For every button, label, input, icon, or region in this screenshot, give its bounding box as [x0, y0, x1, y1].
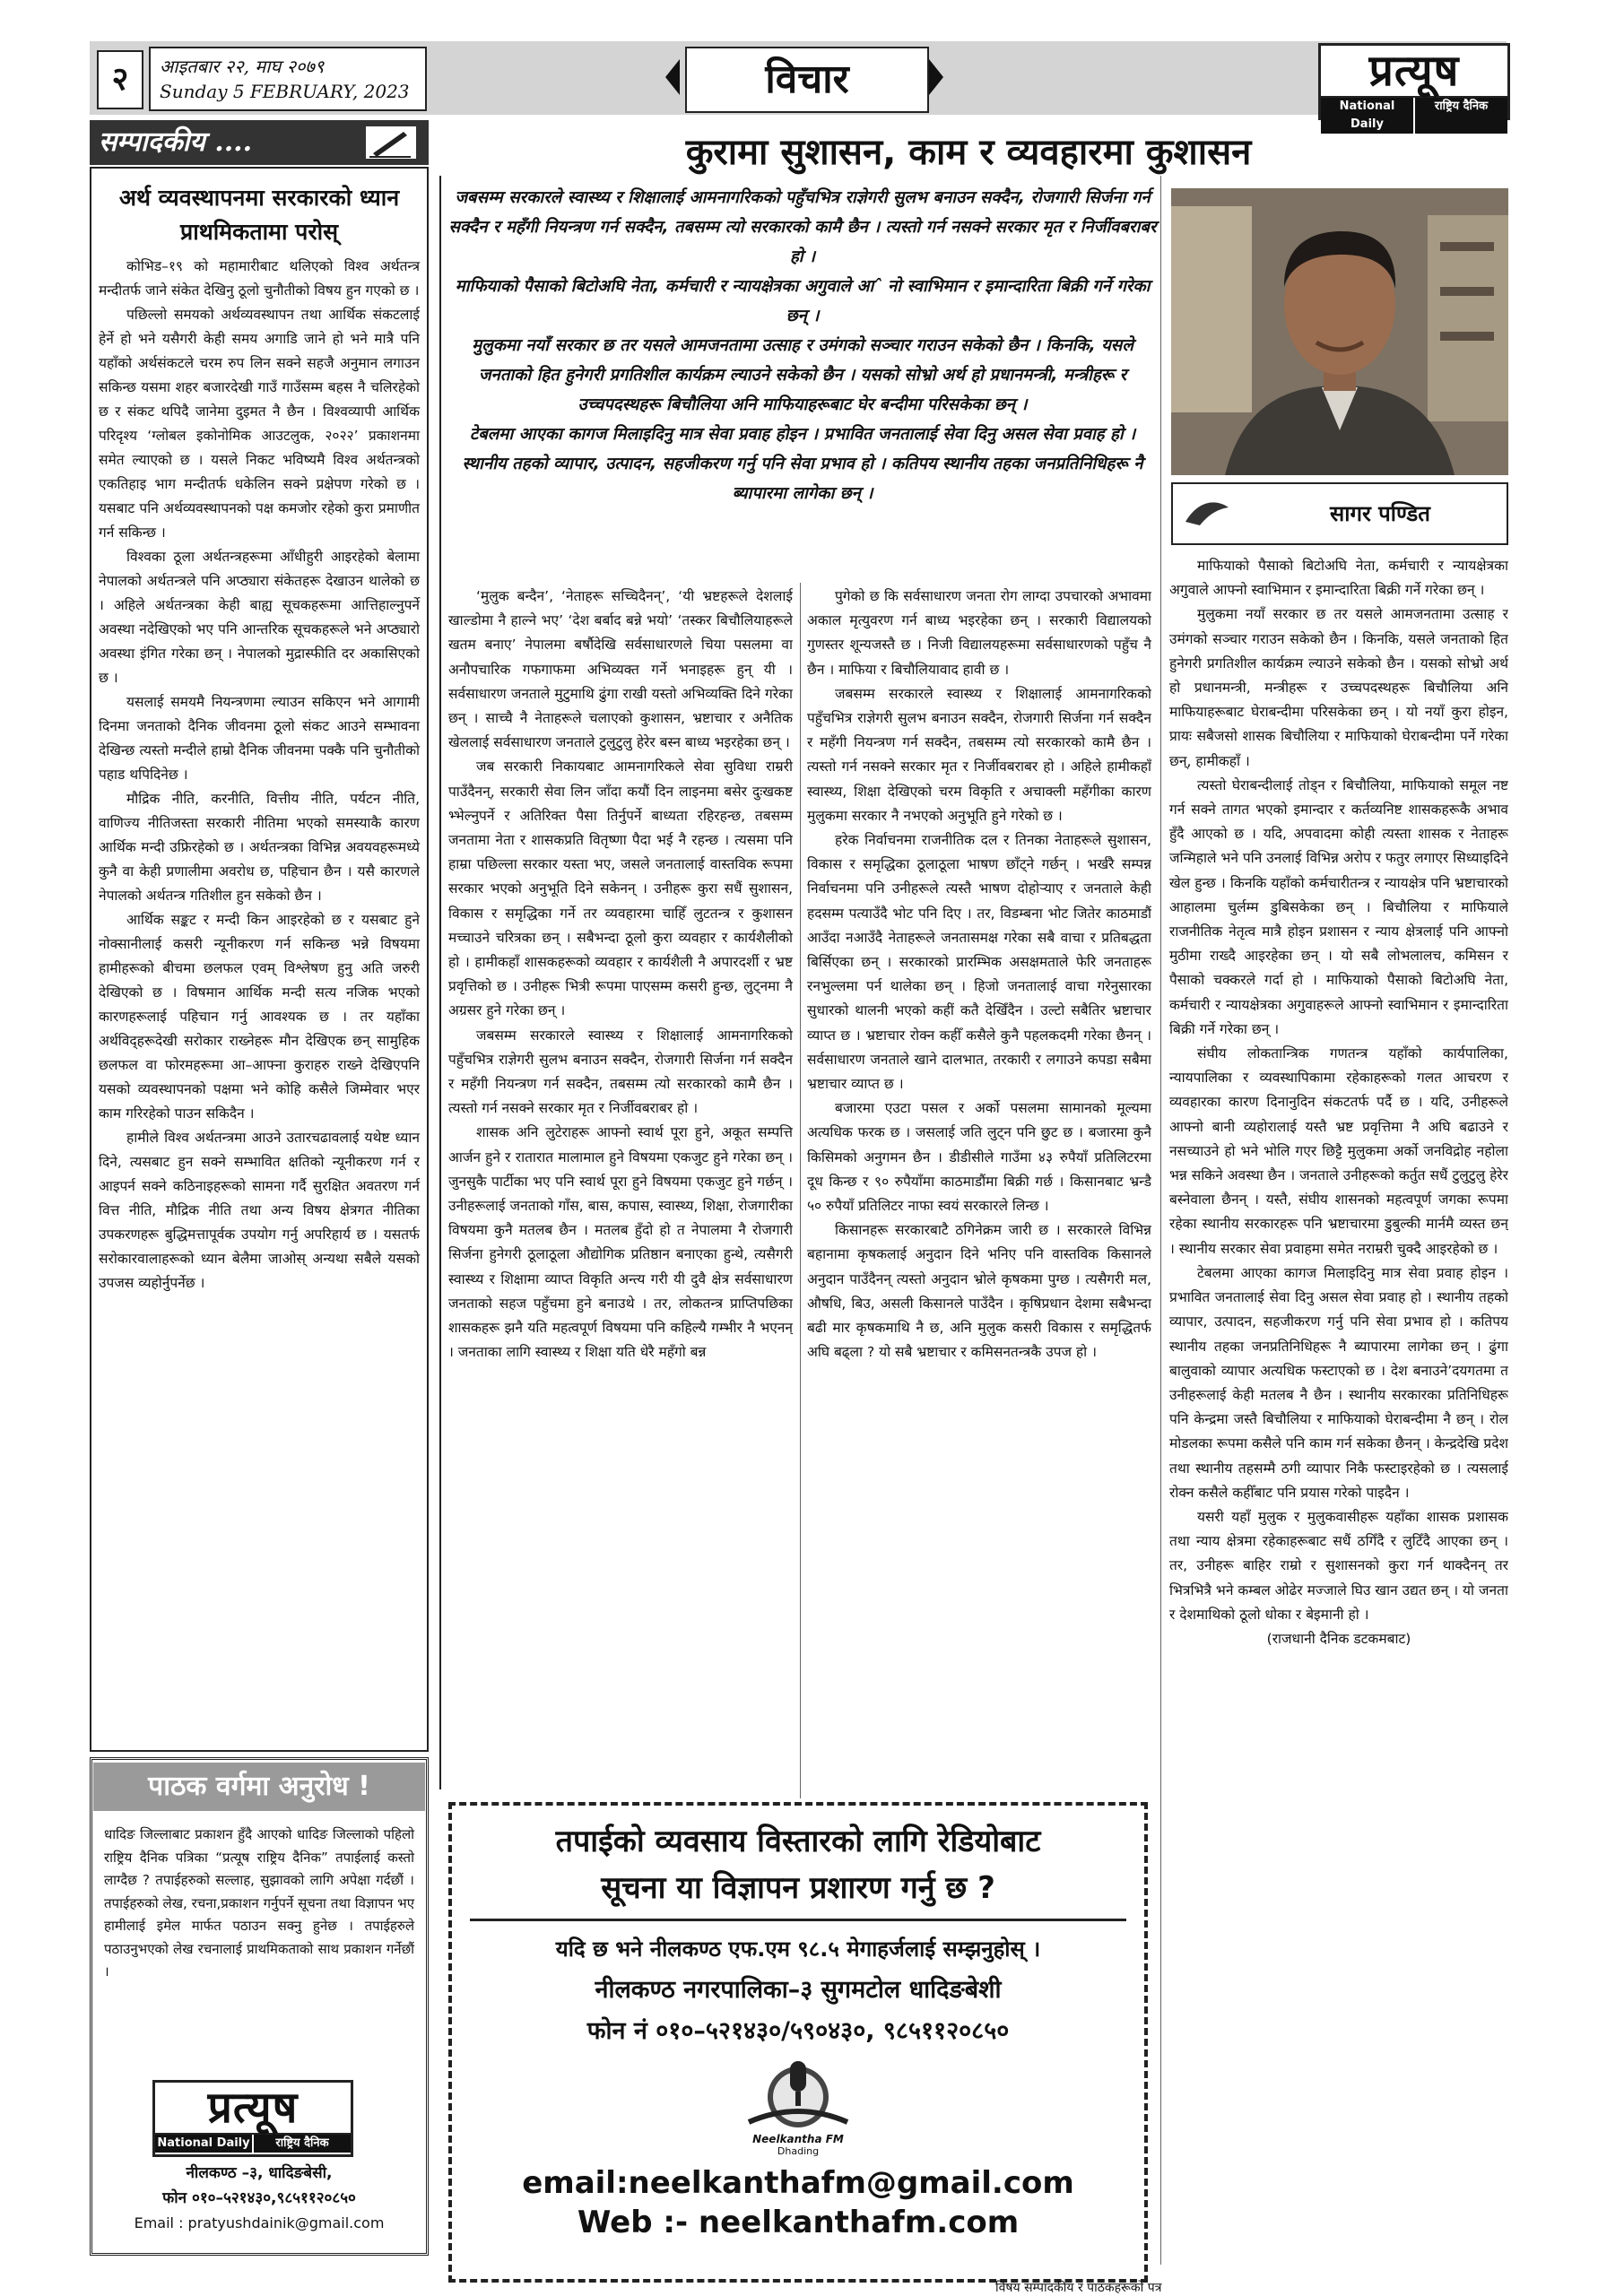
ad-line-2: सूचना या विज्ञापन प्रशारण गर्नु छ ? — [601, 1870, 995, 1906]
article-paragraph: संघीय लोकतान्त्रिक गणतन्त्र यहाँको कार्यपालिका, न्यायपालिका र व्यवस्थापिकामा रहेकाहरूको गलत आचरण र व्यवहारका कारण दिनानुदिन संकटतर्फ पर्दै छ । यदि, उनीहरूले आफ्नो बानी व्यहोरालाई यस्तै भ्रष्ट प्रवृत्तिमा नै अघि बढाउने र नसच्याउने हो भने भोलि गएर छिट्टै मुलुकमा अर्को जनविद्रोह नहोला भन्न सकिने अवस्था छैन । जनताले उनीहरूको कर्तुत सधैं टुलुटुलु हेरेर बस्नेवाला छैनन् । यस्तै, संघीय शासनको महत्वपूर्ण जगका रूपमा रहेका स्थानीय सरकारहरू पनि भ्रष्टाचारमा डुबुल्की मार्नमै व्यस्त छन् । स्थानीय सरकार सेवा प्रवाहमा समेत नराम्ररी चुक्दै आइरहेको छ । — [1169, 1045, 1508, 1257]
column-divider — [800, 583, 801, 1798]
deck-paragraph: टेबलमा आएका कागज मिलाइदिनु मात्र सेवा प्रवाह होइन । प्रभावित जनतालाई सेवा दिनु असल सेवा प्रवाह हो । स्थानीय तहको व्यापार, उत्पादन, सहजीकरण गर्नु पनि सेवा प्रभाव हो । कतिपय स्थानीय तहका जनप्रतिनिधिहरू नै ब्यापारमा लागेका छन् । — [462, 425, 1143, 503]
radio-advertisement — [448, 1802, 1148, 2283]
article-paragraph: हरेक निर्वाचनमा राजनीतिक दल र तिनका नेताहरूले सुशासन, विकास र समृद्धिका ठूलाठूला भाषण छाँट्ने गर्छन् । भर्खरै सम्पन्न निर्वाचनमा पनि उनीहरूले त्यस्तै भाषण दोहोऱ्याए र जनताले केही हदसम्म पत्याउँदै भोट पनि दिए । तर, विडम्बना भोट जितेर काठमाडौं आउँदा नआउँदै नेताहरूले जनतासमक्ष गरेका सबै वाचा र प्रतिबद्धता बिर्सिएका छन् । सरकारको प्रारम्भिक असक्षमताले फेरि जनताहरू रनभुल्लमा पर्न थालेका छन् । हिजो जनतालाई वाचा गरेनुसारका सुधारको थालनी भएको कहीं कतै देखिँदैन । उल्टो सबैतिर भ्रष्टाचार व्याप्त छ । भ्रष्टाचार रोक्न कहीँ कसैले कुनै पहलकदमी गरेका छैनन् । सर्वसाधारण जनताले खाने दालभात, तरकारी र लगाउने कपडा सबैमा भ्रष्टाचार व्याप्त छ । — [807, 832, 1151, 1093]
article-paragraph: जब सरकारी निकायबाट आमनागरिकले सेवा सुविधा राम्ररी पाउँदैनन्, सरकारी सेवा लिन जाँदा कयौं दिन लाइनमा बसेर दुःखकष्ट भ्भेल्नुपर्ने र अतिरिक्त पैसा तिर्नुपर्ने बाध्यता रहिरहन्छ, तबसम्म जनतामा नेता र शासकप्रति वितृष्णा पैदा भई नै रहन्छ । त्यसमा पनि हाम्रा पछिल्ला सरकार यस्ता भए, जसले जनतालाई वास्तविक रूपमा सरकार भएको अनुभूति दिने सकेनन् । उनीहरू कुरा सधैं सुशासन, विकास र समृद्धिका गर्ने तर व्यवहारमा चाहिँ लुटतन्त्र र कुशासन मच्चाउने चरित्रका छन् । सबैभन्दा ठूलो कुरा व्यवहार र कार्यशैलीको हो । हामीकहाँ शासकहरूको व्यवहार र कार्यशैली नै अपारदर्शी र भ्रष्ट प्रवृत्तिको छ । उनीहरू भित्री रूपमा पाएसम्म कसरी हुन्छ, लुट्नमा नै अग्रसर हुने गरेका छन् । — [448, 758, 793, 1019]
radio-logo-caption: Neelkantha FM — [752, 2133, 844, 2145]
logo-text: प्रत्यूष — [207, 2083, 299, 2133]
logo-tag-nepali: राष्ट्रिय दैनिक — [252, 2135, 351, 2153]
ad-divider — [470, 1919, 1126, 1921]
right-arrow-icon — [929, 59, 943, 95]
microphone-icon — [731, 2056, 865, 2129]
article-paragraph: ‘मुलुक बन्दैन’, ‘नेताहरू सच्चिदैनन्’, ‘यी भ्रष्टहरूले देशलाई खाल्डोमा नै हाल्ने भए’ ‘देश बर्बाद बन्ने भयो’ ‘तस्कर बिचौलियाहरूले खतम बनाए’ नेपालमा बर्षौदेखि सर्वसाधारणले चिया पसलमा वा अनौपचारिक गफगाफमा अभिव्यक्त गर्ने भनाइहरू हुन् यी । सर्वसाधारण जनताले मुटुमाथि ढुंगा राखी यस्तो अभिव्यक्ति दिने गरेका छन् । साच्चै नै नेताहरूले चलाएको कुशासन, भ्रष्टाचार र अनैतिक खेललाई सर्वसाधारण जनताले टुलुटुलु हेरेर बस्न बाध्य भइरहेका छन् । — [448, 588, 793, 751]
editorial-paragraph: कोभिड–१९ को महामारीबाट थलिएको विश्व अर्थतन्त्र मन्दीतर्फ जाने संकेत देखिनु ठूलो चुनौतीको विषय हुन गएको छ । — [99, 258, 420, 299]
editorial-paragraph: आर्थिक सङ्कट र मन्दी किन आइरहेको छ र यसबाट हुने नोक्सानीलाई कसरी न्यूनीकरण गर्न सकिन्छ भन्ने विषयमा हामीहरूको बीचमा छलफल एवम् विश्लेषण हुनु अति जरुरी देखिएको छ । विषमान आर्थिक मन्दी सत्य नजिक भएको कारणहरूलाई पहिचान गर्नु आवश्यक छ । तर यहाँका अर्थविद्हरूदेखी सरोकार राख्नेहरू मौन देखिएक छन् सामुहिक छलफल वा फोरमहरूमा आ–आफ्ना कुराहरु राख्ने देखिएपनि यसको व्यवस्थापनको पक्षमा भने कोहि कसैले जिम्मेवार भएर काम गरिरहेको पाउन सकिदैन । — [99, 912, 420, 1122]
article-paragraph: पुगेको छ कि सर्वसाधारण जनता रोग लाग्दा उपचारको अभावमा अकाल मृत्युवरण गर्न बाध्य भइरहेका छन् । सरकारी विद्यालयको गुणस्तर शून्यजस्तै छ । निजी विद्यालयहरूमा सर्वसाधारणको पहुँच नै छैन । माफिया र बिचौलियावाद हावी छ । — [807, 588, 1151, 678]
author-portrait-image — [1171, 188, 1508, 475]
reader-box-logo — [152, 2080, 353, 2157]
editorial-paragraph: पछिल्लो समयको अर्थव्यवस्थापन तथा आर्थिक संकटलाई हेर्ने हो भने यसैगरी केही समय अगाडि जाने हो भने मात्रै पनि यहाँको अर्थसंकटले चरम रुप लिन सक्ने सहजै अनुमान लगाउन सकिन्छ यसमा शहर बजारदेखी गाउँ गाउँसम्म बहस नै चलिरहेको छ र संकट थपिदै जानेमा दुइमत नै छैन । विश्वव्यापी आर्थिक परिदृश्य ‘ग्लोबल इकोनोमिक आउटलुक, २०२२’ प्रकाशनमा समेत ल्याएको छ । यसले निकट भविष्यमै विश्व अर्थतन्त्रको एकतिहाइ भाग मन्दीतर्फ धकेलिन सक्ने प्रक्षेपण गरेको छ । यसबाट पनि अर्थव्यवस्थापनको पक्ष कमजोर रहेको कुरा प्रमाणीत गर्न सकिन्छ । — [99, 307, 420, 541]
date-nepali: आइतबार २२, माघ २०७९ — [160, 56, 325, 77]
contact-email[interactable]: Email : pratyushdainik@gmail.com — [134, 2214, 385, 2231]
reader-request-text: धादिङ जिल्लाबाट प्रकाशन हुँदै आएको धादिङ जिल्लाको पहिलो राष्ट्रिय दैनिक पत्रिका “प्रत्यूष राष्ट्रिय दैनिक” तपाईलाई कस्तो लाग्दैछ ? तपाईहरुको सल्लाह, सुझावको लागि अपेक्षा गर्दछौं । तपाईहरुको लेख, रचना,प्रकाशन गर्नुपर्ने सूचना तथा विज्ञापन भए हामीलाई इमेल मार्फत पठाउन सक्नु हुनेछ । तपाईहरुले पठाउनुभएको लेख रचनालाई प्राथमिकताको साथ प्रकाशन गर्नेछौं । — [104, 1826, 414, 1980]
article-column-3 — [1169, 554, 1508, 2256]
contact-phone: फोन ०१०–५२१४३०,९८५११२०८५० — [162, 2189, 356, 2207]
article-paragraph: मुलुकमा नयाँ सरकार छ तर यसले आमजनतामा उत्साह र उमंगको सञ्चार गराउन सकेको छैन । किनकि, यसले जनताको हित हुनेगरी प्रगतिशील कार्यक्रम ल्याउने सकेको छैन । यसको सोभ्रो अर्थ हो प्रधानमन्त्री, मन्त्रीहरू र उच्चपदस्थहरू बिचौलिया अनि माफियाहरूबाट घेराबन्दीमा परिसकेका छन् । यो नयाँ कुरा होइन, प्रायः सबैजसो शासक बिचौलिया र माफियाको घेराबन्दीमा पर्ने गरेका छन्, हामीकहाँ । — [1169, 606, 1508, 769]
article-paragraph: यसरी यहाँ मुलुक र मुलुकवासीहरू यहाँका शासक प्रशासक तथा न्याय क्षेत्रमा रहेकाहरूबाट सधैं ठगिँदै र लुटिँदै आएका छन् । तर, उनीहरू बाहिर राम्रो र सुशासनको कुरा गर्न थाक्दैनन् तर भित्रभित्रै भने कम्बल ओढेर मज्जाले घिउ खान उद्यत छन् । यो जनता र देशमाथिको ठूलो धोका र बेइमानी हो । — [1169, 1508, 1508, 1623]
deck-paragraph: मुलुकमा नयाँ सरकार छ तर यसले आमजनतामा उत्साह र उमंगको सञ्चार गराउन सकेको छैन । किनकि, यसले जनताको हित हुनेगरी प्रगतिशील कार्यक्रम ल्याउने सकेको छैन । यसको सोभ्रो अर्थ हो प्रधानमन्त्री, मन्त्रीहरू र उच्चपदस्थहरू बिचौलिया अनि माफियाहरूबाट घेर बन्दीमा परिसकेका छन् । — [472, 336, 1133, 414]
article-paragraph: जबसम्म सरकारले स्वास्थ्य र शिक्षालाई आमनागरिकको पहुँचभित्र राज्ञेगरी सुलभ बनाउन सक्दैन, रोजगारी सिर्जना गर्न सक्दैन र महँगी नियन्त्रण गर्न सक्दैन, तबसम्म त्यो सरकारको कामै छैन । त्यस्तो गर्न नसक्ने सरकार मृत र निर्जीवबराबर हो । अहिले हामीकहाँ स्वास्थ्य, शिक्षा देखिएको चरम विकृति र अचाक्ली महँगीका कारण मुलुकमा सरकार नै नभएको अनुभूति हुने गरेको छ । — [807, 685, 1151, 824]
radio-logo-sub: Dhading — [777, 2145, 820, 2157]
article-paragraph: बजारमा एउटा पसल र अर्को पसलमा सामानको मूल्यमा अत्यधिक फरक छ । जसलाई जति लुट्न पनि छुट छ । बजारमा कुनै किसिमको अनुगमन छैन । डीडीसीले गाउँमा ४३ रुपैयाँ प्रतिलिटरमा दूध किन्छ र ९० रुपैयाँमा काठमाडौंमा बिक्री गर्छ । किसानबाट भ्रन्डै ५० रुपैयाँ प्रतिलिटर नाफा स्वयं सरकारले लिन्छ । — [807, 1100, 1151, 1215]
column-divider — [1160, 176, 1161, 2265]
deck-paragraph: माफियाको पैसाको बिटोअघि नेता, कर्मचारी र न्यायक्षेत्रका अगुवाले आˆ नो स्वाभिमान र इमान्दारिता बिक्री गर्ने गरेका छन् । — [455, 277, 1151, 325]
article-paragraph: टेबलमा आएका कागज मिलाइदिनु मात्र सेवा प्रवाह होइन । प्रभावित जनतालाई सेवा दिनु असल सेवा प्रवाह हो । स्थानीय तहको व्यापार, उत्पादन, सहजीकरण गर्नु पनि सेवा प्रभाव हो । कतिपय स्थानीय तहका जनप्रतिनिधिहरू नै ब्यापारमा लागेका छन् । ढुंगा बालुवाको व्यापार अत्यधिक फस्टाएको छ । देश बनाउने’दयगतमा त उनीहरूलाई केही मतलब नै छैन । स्थानीय सरकारका प्रतिनिधिहरू पनि केन्द्रमा जस्तै बिचौलिया र माफियाको घेराबन्दीमा नै छन् । रोल मोडलका रूपमा कसैले पनि काम गर्न सकेका छैनन् । केन्द्रदेखि प्रदेश तथा स्थानीय तहसम्मै ठगी व्यापार निकै फस्टाइरहेको छ । त्यसलाई रोक्न कसैले कहीँबाट पनि प्रयास गरेको पाइदैन । — [1169, 1264, 1508, 1501]
logo-text: प्रत्यूष — [1368, 46, 1460, 96]
author-name: सागर पण्डित — [1330, 501, 1430, 526]
article-paragraph: माफियाको पैसाको बिटोअघि नेता, कर्मचारी र न्यायक्षेत्रका अगुवाले आफ्नो स्वाभिमान र इमान्दारिता बिक्री गर्ने गरेका छन् । — [1169, 558, 1508, 599]
reader-box-contact — [93, 2161, 425, 2236]
article-column-2 — [807, 585, 1151, 1798]
pen-icon — [1180, 495, 1234, 531]
article-paragraph: त्यस्तो घेराबन्दीलाई तोड्न र बिचौलिया, माफियाको समूल नष्ट गर्न सक्ने तागत भएको इमान्दार र कर्तव्यनिष्ट शासकहरूकै अभाव हुँदै आएको छ । यदि, अपवादमा कोही त्यस्ता शासक र नेताहरू जन्मिहाले भने पनि उनलाई विभिन्न अरोप र फतुर लगाएर सिध्याइदिने खेल हुन्छ । किनकि यहाँको कर्मचारीतन्त्र र न्यायक्षेत्र पनि भ्रष्टाचारको आहालमा चुर्लम्म डुबिसकेका छन् । बिचौलिया र माफियाले राजनीतिक नेतृत्व मात्रै होइन प्रशासन र न्याय क्षेत्रलाई पनि आफ्नो मुठीमा राख्दै आइरहेका छन् । यो सबै लोभलालच, कमिसन र पैसाको चक्करले गर्दा हो । माफियाको पैसाको बिटोअघि नेता, कर्मचारी र न्यायक्षेत्रका अगुवाहरूले आफ्नो स्वाभिमान र इमान्दारिता बिक्री गर्ने गरेका छन् । — [1169, 776, 1508, 1037]
logo-tag-nepali: राष्ट्रिय दैनिक — [1413, 98, 1507, 134]
article-headline: कुरामा सुशासन, काम र व्यवहारमा कुशासन — [685, 132, 1252, 173]
left-arrow-icon — [665, 59, 680, 95]
ad-website[interactable]: Web :- neelkanthafm.com — [577, 2205, 1020, 2240]
article-column-1 — [448, 585, 793, 1798]
issue-date — [149, 47, 427, 111]
ad-line-4: नीलकण्ठ नगरपालिका–३ सुगमटोल धादिङबेशी — [595, 1976, 1002, 2004]
article-source: (राजधानी दैनिक डटकमबाट) — [1266, 1630, 1411, 1647]
masthead-logo — [1318, 43, 1510, 131]
deck-paragraph: जबसम्म सरकारले स्वास्थ्य र शिक्षालाई आमनागरिकको पहुँचभित्र राज्ञेगरी सुलभ बनाउन सक्दैन, रोजगारी सिर्जना गर्न सक्दैन र महँगी नियन्त्रण गर्न सक्दैन, तबसम्म त्यो सरकारको कामै छैन । त्यस्तो गर्न नसक्ने सरकार मृत र निर्जीवबराबर हो । — [448, 188, 1157, 266]
editorial-title: अर्थ व्यवस्थापनमा सरकारको ध्यान प्राथमिकतामा परोस् — [118, 185, 400, 245]
author-byline — [1171, 482, 1508, 545]
section-title: विचार — [685, 47, 929, 113]
radio-logo — [731, 2056, 865, 2156]
article-paragraph: शासक अनि लुटेराहरू आफ्नो स्वार्थ पूरा हुने, अकूत सम्पत्ति आर्जन हुने र रातारात मालामाल हुने विषयमा एकजुट हुने गरेका छन् । जुनसुकै पार्टीका भए पनि स्वार्थ पूरा हुने विषयमा एकजुट हुने गर्छन् । उनीहरूलाई जनताको गाँस, बास, कपास, स्वास्थ्य, शिक्षा, रोजगारीका विषयमा कुनै मतलब छैन । मतलब हुँदो हो त नेपालमा नै रोजगारी सिर्जना हुनेगरी ठूलाठूला औद्योगिक प्रतिष्ठान बनाएका हुन्थे, त्यसैगरी स्वास्थ्य र शिक्षामा व्याप्त विकृति अन्त्य गरी यी दुवै क्षेत्र सर्वसाधारण जनताको सहज पहुँचमा हुने बनाउथे । तर, लोकतन्त्र प्राप्तिपछिका शासकहरू झनै यति महत्वपूर्ण विषयमा पनि कहिल्यै गम्भीर नै भएनन् । जनताका लागि स्वास्थ्य र शिक्षा यति धेरै महँगो बन्न — [448, 1124, 793, 1361]
author-photo — [1171, 188, 1508, 475]
editorial-paragraph: यसलाई समयमै नियन्त्रणमा ल्याउन सकिएन भने आगामी दिनमा जनताको दैनिक जीवनमा ठूलो संकट आउने सम्भावना देखिन्छ त्यस्तो मन्दीले हाम्रो दैनिक जीवनमा पक्कै पनि चुनौतीको पहाड थपिदिनेछ । — [99, 694, 420, 783]
logo-tag-english: National Daily — [155, 2135, 252, 2153]
logo-tag-english: National Daily — [1321, 98, 1413, 134]
column-divider — [439, 176, 441, 1789]
pen-icon — [364, 125, 418, 160]
editorial-box — [90, 167, 429, 1752]
article-paragraph: जबसम्म सरकारले स्वास्थ्य र शिक्षालाई आमनागरिकको पहुँचभित्र राज्ञेगरी सुलभ बनाउन सक्दैन, रोजगारी सिर्जना गर्न सक्दैन र महँगी नियन्त्रण गर्न सक्दैन, तबसम्म त्यो सरकारको कामै छैन । त्यस्तो गर्न नसक्ने सरकार मृत र निर्जीवबराबर हो । — [448, 1027, 793, 1117]
contact-address: नीलकण्ठ –३, धादिङबेसी, — [186, 2164, 333, 2182]
article-paragraph: किसानहरू सरकारबाटै ठगिनेक्रम जारी छ । सरकारले विभिन्न बहानामा कृषकलाई अनुदान दिने भनिए पनि वास्तविक किसानले अनुदान पाउँदैनन् त्यस्तो अनुदान भ्रोले कृषकमा पुग्छ । त्यसैगरी मल, औषधि, बिउ, असली किसानले पाउँदैन । कृषिप्रधान देशमा सबैभन्दा बढी मार कृषकमाथि नै छ, अनि मुलुक कसरी विकास र समृद्धितर्फ अघि बढ्ला ? यो सबै भ्रष्टाचार र कमिसनतन्त्रकै उपज हो । — [807, 1222, 1151, 1361]
article-deck — [448, 183, 1157, 508]
ad-line-3: यदि छ भने नीलकण्ठ एफ.एम ९८.५ मेगाहर्जलाई सम्झनुहोस् । — [555, 1936, 1041, 1962]
ad-line-1: तपाईको व्यवसाय विस्तारको लागि रेडियोबाट — [555, 1824, 1041, 1859]
ad-line-5: फोन नं ०१०–५२१४३०/५९०४३०, ९८५११२०८५० — [586, 2017, 1010, 2045]
editorial-label: सम्पादकीय .... — [90, 120, 429, 165]
editorial-paragraph: विश्वका ठूला अर्थतन्त्रहरूमा आँधीहुरी आइरहेको बेलामा नेपालको अर्थतन्त्रले पनि अप्ठ्यारा संकेतहरू देखाउन थालेको छ । अहिले अर्थतन्त्रका केही बाह्य सूचकहरूमा आत्तिहाल्नुपर्ने अवस्था नदेखिएको भए पनि आन्तरिक सूचकहरूले भने अप्ठ्यारो अवस्था इंगित गरेका छन् । नेपालको मुद्रास्फीति दर अकासिएको छ । — [99, 549, 420, 686]
date-english: Sunday 5 FEBRUARY, 2023 — [160, 81, 410, 102]
page-footer: विषय सम्पादकीय र पाठकहरूको पत्र — [995, 2281, 1162, 2295]
reader-request-title: पाठक वर्गमा अनुरोध ! — [93, 1763, 425, 1811]
editorial-paragraph: हामीले विश्व अर्थतन्त्रमा आउने उतारचढावलाई यथेष्ट ध्यान दिने, त्यसबाट हुन सक्ने सम्भावित क्षतिको न्यूनीकरण गर्न र आइपर्न सक्ने कठिनाइहरूको सामना गर्दै सुरक्षित अवतरण गर्न वित्त नीति, मौद्रिक नीति तथा अन्य विषय क्षेत्रगत नीतिका उपकरणहरू बुद्धिमत्तापूर्वक उपयोग गर्नु अपरिहार्य छ । यसतर्फ सरोकारवालाहरूको ध्यान बेलैमा जाओस् अन्यथा सबैले यसको उपजस व्यहोर्नुपर्नेछ । — [99, 1130, 420, 1291]
page-number: २ — [97, 50, 143, 109]
editorial-paragraph: मौद्रिक नीति, करनीति, वित्तीय नीति, पर्यटन नीति, वाणिज्य नीतिजस्ता सरकारी नीतिमा भएको समस्याकै कारण आर्थिक मन्दी उफ्रिरहेको छ । अर्थतन्त्रका विभिन्न अवयवहरूमध्ये कुनै वा केही प्रणालीमा अवरोध छ, पहिचान छैन । यसै कारणले नेपालको अर्थतन्त्र गतिशील हुन सकेको छैन । — [99, 791, 420, 904]
ad-email[interactable]: email:neelkanthafm@gmail.com — [522, 2165, 1074, 2201]
editorial-body — [99, 255, 420, 1295]
